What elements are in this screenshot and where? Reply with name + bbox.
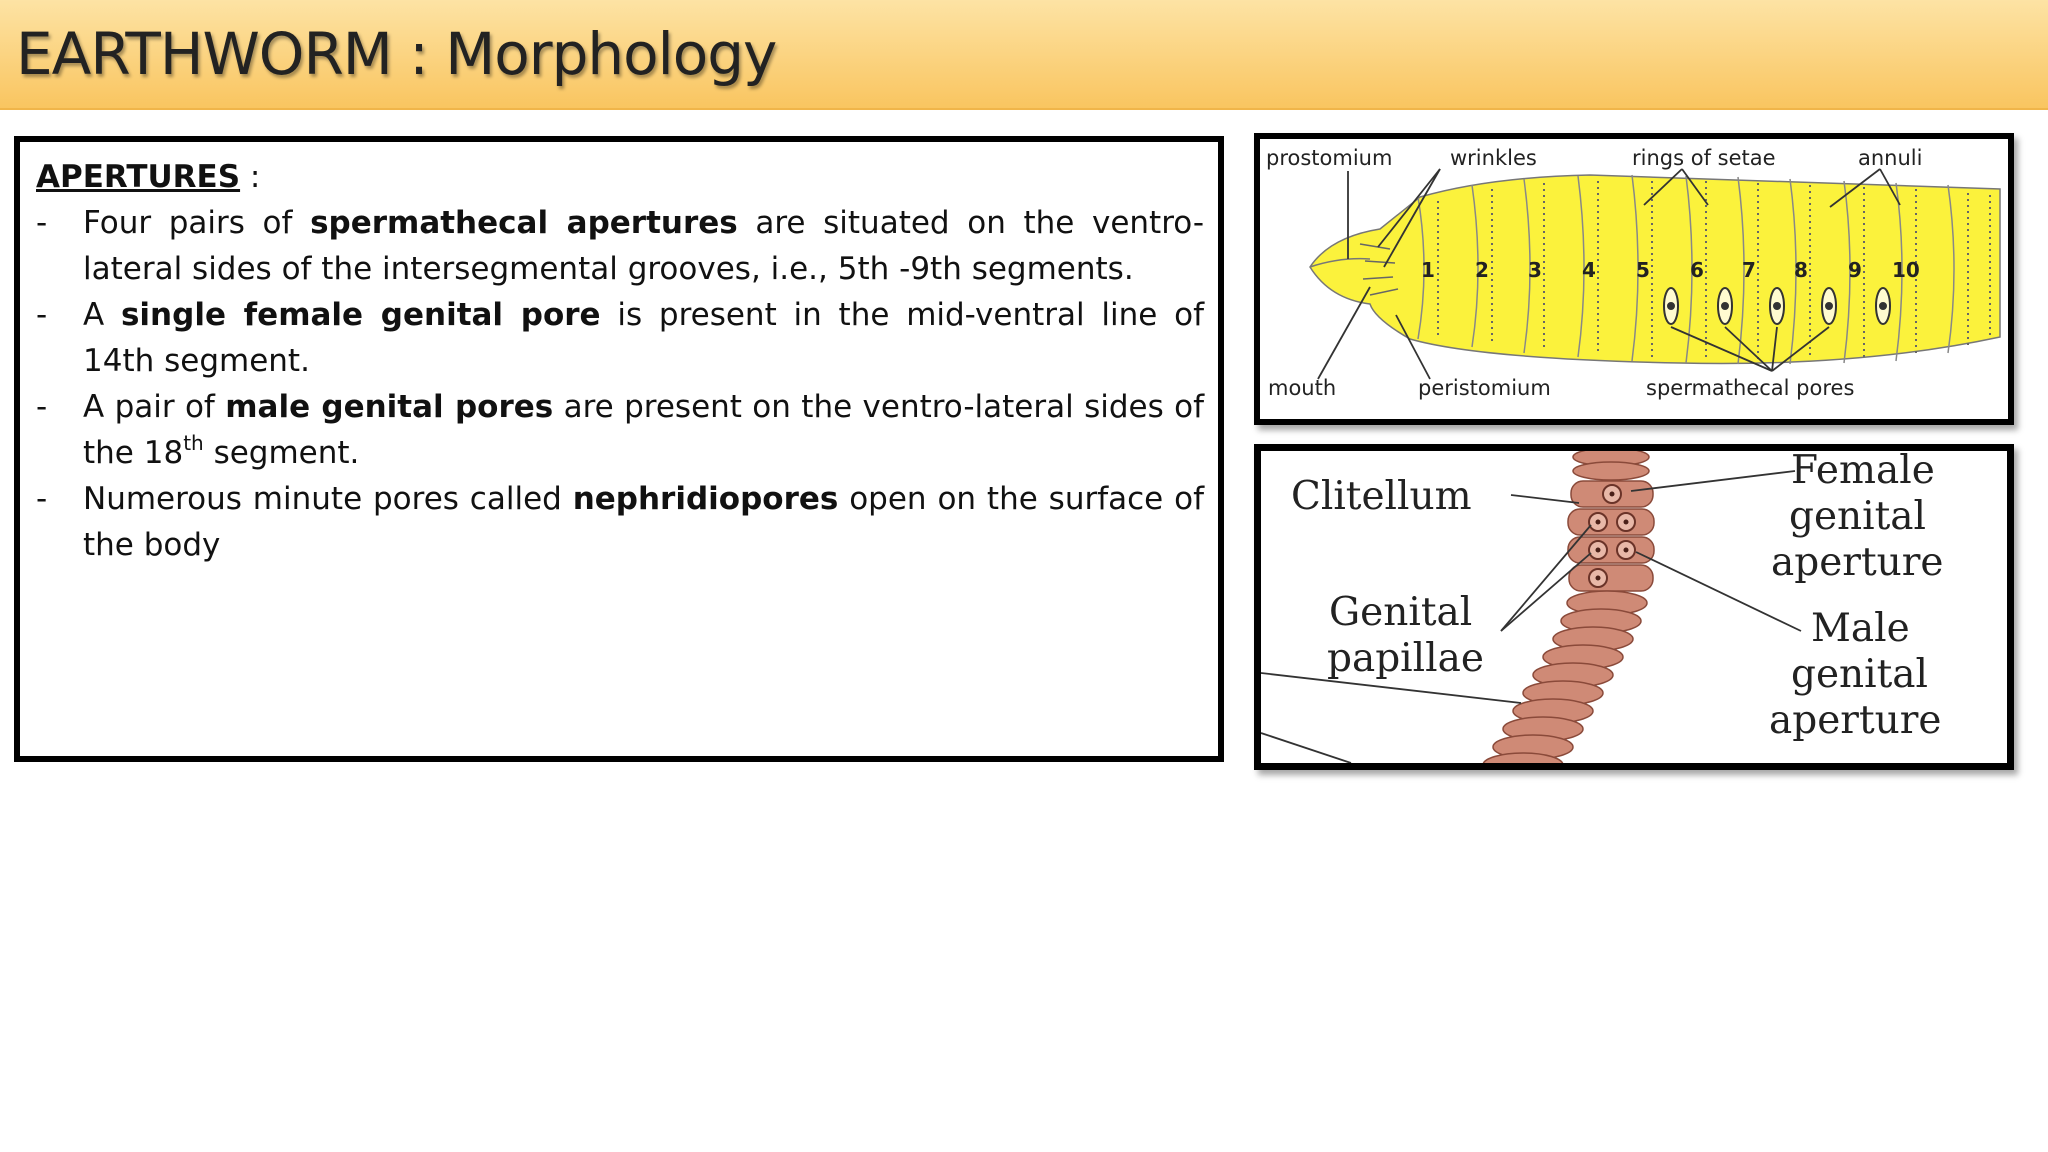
label-clitellum: Clitellum — [1291, 474, 1472, 519]
item-superscript: th — [183, 431, 204, 455]
label-annuli: annuli — [1858, 146, 1923, 170]
item-bold-term: nephridiopores — [572, 481, 839, 517]
label-papillae-line2: papillae — [1327, 636, 1484, 681]
item-text: A — [83, 297, 121, 333]
label-mouth: mouth — [1268, 376, 1337, 400]
label-peristomium: peristomium — [1418, 376, 1551, 400]
item-bold-term: single female genital pore — [120, 297, 601, 333]
segment-number: 9 — [1848, 258, 1862, 282]
label-male-line1: Male — [1811, 606, 1910, 651]
item-text: is present in the mid-ventral line of 14th segment. — [83, 297, 1204, 379]
worm-segments — [1483, 451, 1654, 763]
apertures-list — [36, 200, 1204, 568]
anterior-end-diagram — [1260, 139, 2008, 419]
segment-number: 10 — [1892, 258, 1920, 282]
segment-number: 3 — [1528, 258, 1542, 282]
title-bar — [0, 0, 2048, 110]
label-wrinkles: wrinkles — [1450, 146, 1537, 170]
anterior-end-figure — [1254, 133, 2014, 425]
item-text: are situated on the ventro-lateral sides of the intersegmental grooves, i.e., 5th -9th segments. — [83, 205, 1205, 287]
list-item — [36, 476, 1204, 568]
list-item — [36, 292, 1204, 384]
segment-number: 2 — [1475, 258, 1489, 282]
segment-number: 1 — [1421, 258, 1435, 282]
label-female-line3: aperture — [1771, 540, 1944, 585]
item-text: are present on the ventro-lateral sides of the 18 — [83, 389, 1205, 471]
label-female-line2: genital — [1789, 494, 1927, 539]
item-text: Four pairs of — [83, 205, 311, 241]
apertures-heading: APERTURES — [36, 159, 241, 195]
segment-number: 8 — [1794, 258, 1808, 282]
segment-number: 6 — [1690, 258, 1704, 282]
apertures-heading-suffix: : — [240, 159, 261, 195]
page-title: EARTHWORM : Morphology — [16, 20, 777, 88]
segment-number: 7 — [1742, 258, 1756, 282]
label-genital-line1: Genital — [1329, 590, 1473, 635]
list-item — [36, 200, 1204, 292]
label-male-line3: aperture — [1769, 698, 1942, 743]
item-text: segment. — [203, 435, 360, 471]
label-prostomium: prostomium — [1266, 146, 1393, 170]
apertures-heading-line — [36, 154, 1204, 200]
item-bold-term: spermathecal apertures — [310, 205, 738, 241]
label-spermathecal-pores: spermathecal pores — [1646, 376, 1855, 400]
item-text: open on the surface of the body — [83, 481, 1204, 563]
list-item — [36, 384, 1204, 476]
apertures-text-box — [14, 136, 1224, 762]
segment-number: 4 — [1582, 258, 1596, 282]
item-text: Numerous minute pores called — [83, 481, 573, 517]
label-male-line2: genital — [1791, 652, 1929, 697]
clitellum-figure — [1254, 444, 2014, 770]
item-text: A pair of — [83, 389, 226, 425]
label-female-line1: Female — [1791, 451, 1935, 493]
label-rings-of-setae: rings of setae — [1632, 146, 1776, 170]
clitellum-diagram — [1261, 451, 2007, 763]
item-bold-term: male genital pores — [225, 389, 554, 425]
segment-number: 5 — [1636, 258, 1650, 282]
